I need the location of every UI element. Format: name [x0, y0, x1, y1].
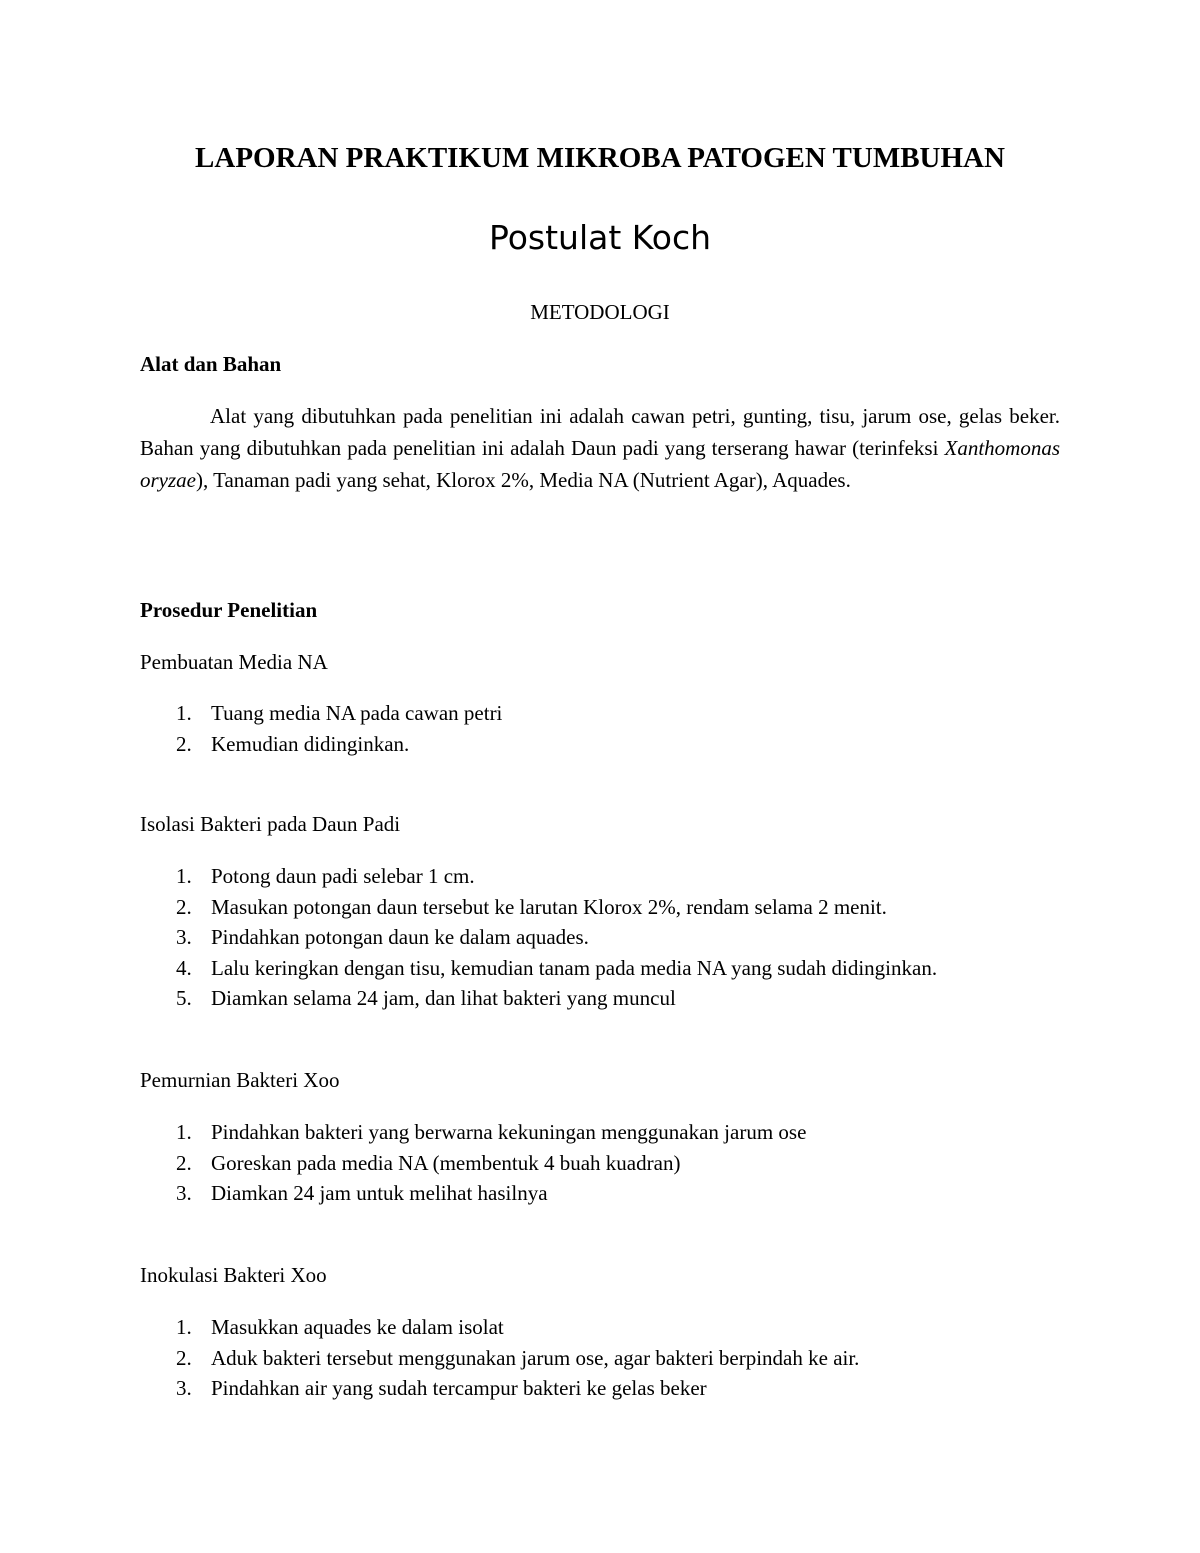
- list-number: 1.: [176, 864, 192, 888]
- prosedur-heading: Prosedur Penelitian: [140, 598, 318, 622]
- list-number: 1.: [176, 1120, 192, 1144]
- list-item-text: Masukkan aquades ke dalam isolat: [211, 1315, 504, 1339]
- subsection-title: Pembuatan Media NA: [140, 650, 328, 674]
- document-subtitle: Postulat Koch: [488, 218, 712, 257]
- list-item-text: Tuang media NA pada cawan petri: [211, 701, 503, 725]
- list-item-text: Aduk bakteri tersebut menggunakan jarum ose, agar bakteri berpindah ke air.: [211, 1345, 860, 1370]
- list-number: 2.: [176, 731, 192, 756]
- list-item: [140, 983, 937, 1014]
- list-item-text: Diamkan 24 jam untuk melihat hasilnya: [211, 1181, 548, 1205]
- list-item-text: Pindahkan potongan daun ke dalam aquades.: [211, 925, 589, 949]
- list-item: [140, 861, 937, 892]
- list-number: 2.: [176, 1345, 192, 1370]
- list-number: 3.: [176, 1376, 192, 1400]
- species-name: Xanthomonas oryzae: [140, 436, 1060, 492]
- list-item: [140, 953, 937, 984]
- steps-list-inokulasi: [140, 1312, 859, 1404]
- list-number: 1.: [176, 1315, 192, 1339]
- list-number: 2.: [176, 894, 192, 919]
- list-item: [140, 698, 502, 729]
- list-number: 3.: [176, 1181, 192, 1205]
- list-item: [140, 1343, 859, 1374]
- list-number: 4.: [176, 955, 192, 980]
- list-number: 3.: [176, 925, 192, 949]
- steps-list-isolasi: [140, 861, 937, 1014]
- list-number: 5.: [176, 986, 192, 1010]
- list-item: [140, 1312, 859, 1343]
- list-item: [140, 1373, 859, 1404]
- paragraph-text-2: ), Tanaman padi yang sehat, Klorox 2%, Media NA (Nutrient Agar), Aquades.: [196, 468, 851, 492]
- list-number: 2.: [176, 1150, 192, 1175]
- list-item-text: Diamkan selama 24 jam, dan lihat bakteri yang muncul: [211, 986, 676, 1010]
- list-item: [140, 729, 502, 760]
- subsection-title: Pemurnian Bakteri Xoo: [140, 1068, 340, 1092]
- list-item-text: Masukan potongan daun tersebut ke larutan Klorox 2%, rendam selama 2 menit.: [211, 894, 887, 919]
- paragraph-text-1: Alat yang dibutuhkan pada penelitian ini adalah cawan petri, gunting, tisu, jarum ose, gelas beker. Bahan yang dibutuhkan pada penelitian ini adalah Daun padi yang terserang hawar (terinfeksi: [140, 404, 1060, 460]
- list-item-text: Kemudian didinginkan.: [211, 731, 410, 756]
- document-title: LAPORAN PRAKTIKUM MIKROBA PATOGEN TUMBUHAN: [195, 142, 1005, 174]
- list-item-text: Pindahkan bakteri yang berwarna kekuningan menggunakan jarum ose: [211, 1120, 807, 1144]
- alat-bahan-heading: Alat dan Bahan: [140, 352, 282, 376]
- subsection-title: Isolasi Bakteri pada Daun Padi: [140, 812, 401, 836]
- list-item-text: Pindahkan air yang sudah tercampur bakteri ke gelas beker: [211, 1376, 707, 1400]
- alat-bahan-paragraph: [140, 400, 1060, 496]
- list-item-text: Lalu keringkan dengan tisu, kemudian tanam pada media NA yang sudah didinginkan.: [211, 955, 938, 980]
- list-item: [140, 1148, 806, 1179]
- list-item: [140, 922, 937, 953]
- steps-list-pemurnian: [140, 1117, 806, 1209]
- list-item: [140, 1178, 806, 1209]
- list-item: [140, 892, 937, 923]
- steps-list-media-na: [140, 698, 502, 759]
- list-item-text: Goreskan pada media NA (membentuk 4 buah kuadran): [211, 1150, 681, 1175]
- list-item-text: Potong daun padi selebar 1 cm.: [211, 864, 475, 888]
- list-item: [140, 1117, 806, 1148]
- section-title: METODOLOGI: [530, 300, 670, 324]
- list-number: 1.: [176, 701, 192, 725]
- subsection-title: Inokulasi Bakteri Xoo: [140, 1263, 327, 1287]
